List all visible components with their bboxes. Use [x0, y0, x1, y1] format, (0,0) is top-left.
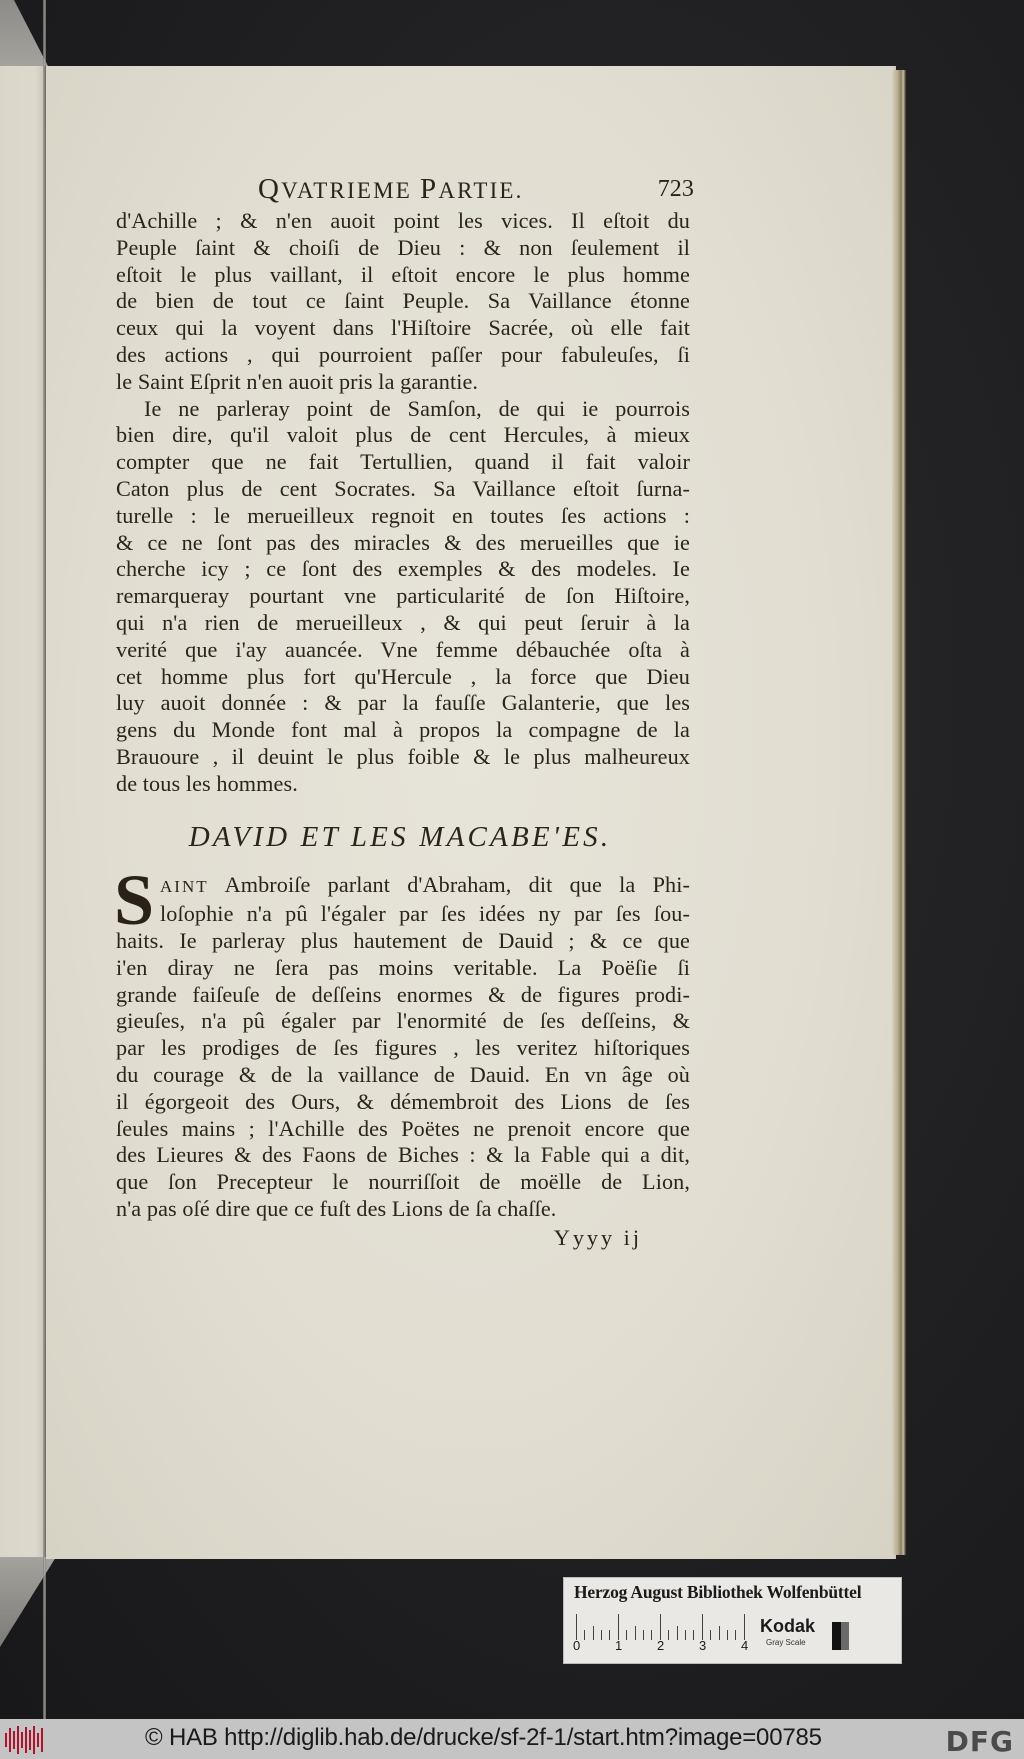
text-line: il égorgeoit des Ours, & démembroit des Lions de ſes	[116, 1088, 690, 1114]
text-line: de tous les hommes.	[116, 770, 298, 796]
running-head-title: QVATRIEME PARTIE.	[258, 173, 524, 205]
text-line: que ſon Precepteur le nourriſſoit de moëlle de Lion,	[116, 1169, 690, 1195]
text-line: le Saint Eſprit n'en auoit pris la garantie.	[116, 368, 479, 394]
paragraph-1	[116, 208, 690, 396]
text-line: loſophie n'a pû l'égaler par ſes idées ny par ſes ſou-	[160, 901, 690, 927]
text-line: ceux qui la voyent dans l'Hiſtoire Sacrée, où elle fait	[116, 315, 690, 341]
drop-cap: S	[114, 860, 155, 941]
text-line: gieuſes, n'a pû égaler par l'enormité de ſes deſſeins, &	[116, 1008, 690, 1034]
paragraph-2	[116, 396, 690, 798]
text-line: luy auoit donnée : & par la fauſſe Galanterie, que les	[116, 690, 690, 716]
running-head	[116, 173, 694, 208]
text-line: qui n'a rien de merueilleux , & qui peut ſeruir à la	[116, 609, 690, 635]
section-heading: DAVID ET LES MACABE'ES.	[188, 820, 612, 853]
text-line: turelle : le merueilleux regnoit en toutes ſes actions :	[116, 502, 690, 528]
gray-scale-label: Gray Scale	[766, 1638, 806, 1647]
text-line: du courage & de la vaillance de Dauid. En vn âge où	[116, 1061, 690, 1087]
dfg-logo: DFG	[945, 1725, 1014, 1758]
text-line: ſeules mains ; l'Achille des Poëtes ne prenoit encore que	[116, 1115, 690, 1141]
text-line: grande faiſeuſe de deſſeins enormes & de figures prodi-	[116, 981, 690, 1007]
page-number: 723	[657, 176, 694, 202]
footer-bar	[0, 1719, 1024, 1759]
text-line: d'Achille ; & n'en auoit point les vices. Il eſtoit du	[116, 208, 690, 233]
ruler-icon	[576, 1614, 746, 1640]
page-edge	[892, 70, 906, 1555]
text-line: des actions , qui pourroient paſſer pour fabuleuſes, ſi	[116, 341, 690, 367]
text-line: par les prodiges de ſes figures , les veritez hiſtoriques	[116, 1035, 690, 1061]
kodak-logo: Kodak	[760, 1616, 816, 1636]
text-line: compter que ne fait Tertullien, quand il fait valoir	[116, 449, 690, 475]
text-line: de bien de tout ce ſaint Peuple. Sa Vaillance étonne	[116, 288, 690, 314]
text-line: AINT Ambroiſe parlant d'Abraham, dit que la Phi-	[160, 872, 690, 898]
text-line: gens du Monde font mal à propos la compagne de la	[116, 717, 690, 743]
text-line: verité que i'ay auancée. Vne femme débauchée oſta à	[116, 636, 690, 662]
paragraph-3	[114, 860, 690, 1222]
facing-page-strip	[0, 66, 44, 1557]
text-line: bien dire, qu'il valoit plus de cent Hercules, à mieux	[116, 422, 690, 448]
text-line: eſtoit le plus vaillant, il eſtoit encore le plus homme	[116, 261, 690, 287]
text-line: Peuple ſaint & choiſi de Dieu : & non ſeulement il	[116, 234, 690, 260]
text-line: Brauoure , il deuint le plus foible & le plus malheureux	[116, 743, 690, 769]
text-line: i'en diray ne ſera pas moins veritable. La Poëſie ſi	[116, 954, 690, 980]
text-line: cherche icy ; ce ſont des exemples & des modeles. Ie	[116, 556, 690, 582]
copyright-link[interactable]: © HAB http://diglib.hab.de/drucke/sf-2f-1/start.htm?image=00785	[145, 1724, 822, 1751]
page-text	[114, 173, 694, 1251]
gray-swatch-icon	[832, 1622, 858, 1650]
library-name: Herzog August Bibliothek Wolfenbüttel	[574, 1582, 862, 1602]
text-line: Caton plus de cent Socrates. Sa Vaillance eſtoit ſurna-	[116, 475, 690, 501]
signature-mark: Yyyy ij	[553, 1224, 642, 1250]
text-line: cet homme plus fort qu'Hercule , la force que Dieu	[116, 663, 690, 689]
hab-barcode-logo-icon	[5, 1725, 47, 1755]
text-line: Ie ne parleray point de Samſon, de qui ie pourrois	[144, 395, 690, 421]
text-line: des Lieures & des Faons de Biches : & la Fable qui a dit,	[116, 1142, 690, 1168]
text-line: haits. Ie parleray plus hautement de Dauid ; & ce que	[116, 927, 690, 953]
text-line: remarqueray pourtant vne particularité de ſon Hiſtoire,	[116, 583, 690, 609]
color-calibration-card: Herzog August Bibliothek Wolfenbüttel 0 1 2 3 4 Kodak Gray Scale	[563, 1577, 902, 1664]
text-line: & ce ne ſont pas des miracles & des merueilles que ie	[116, 529, 690, 555]
text-line: n'a pas oſé dire que ce fuſt des Lions de ſa chaſſe.	[116, 1195, 557, 1221]
